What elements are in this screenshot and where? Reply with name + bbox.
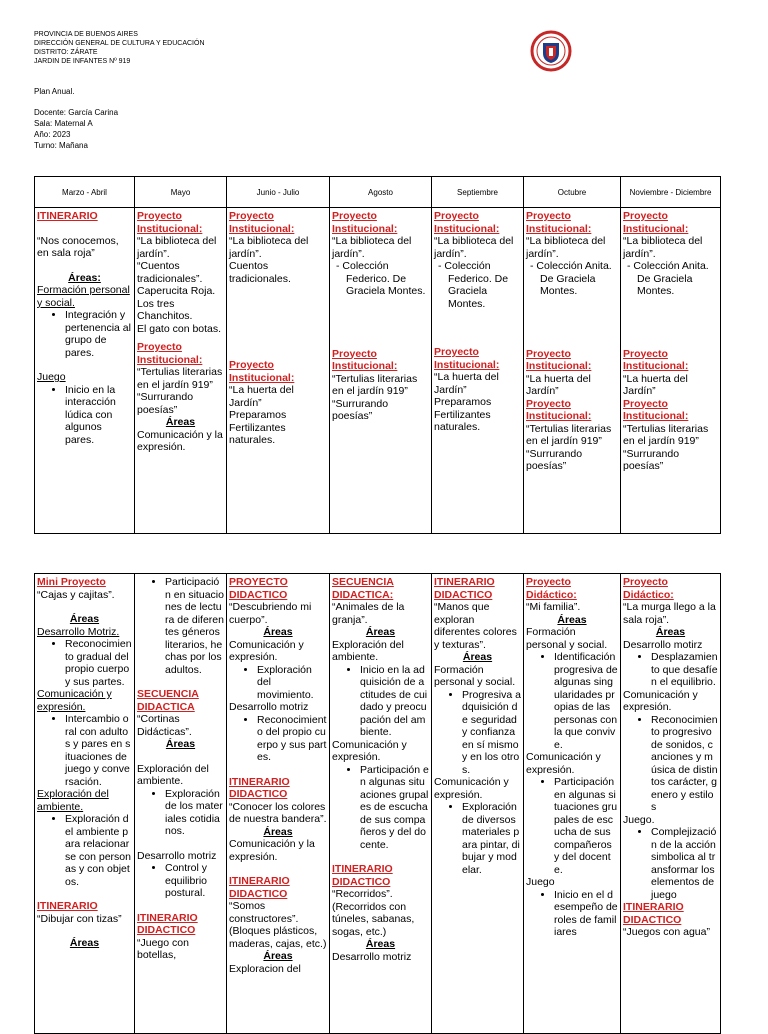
cell-title: SECUENCIA DIDACTICA [137, 688, 199, 713]
cell-title: PROYECTO DIDACTICO [229, 576, 288, 601]
cell-title: Proyecto Institucional: [623, 210, 689, 235]
cell-title: Proyecto Institucional: [229, 210, 295, 235]
list-item: • Progresiva adquisición de seguridad y confianza en sí mismo y en los otros. [462, 689, 521, 777]
cell-text: Caperucita Roja. [137, 285, 216, 297]
area-label: Juego [37, 371, 66, 383]
areas-label: Áreas: [68, 271, 101, 284]
cell-text: “La huerta del Jardín” [229, 384, 294, 409]
cell-noviembre-diciembre [621, 208, 721, 534]
cell-text: “La huerta del Jardín” [526, 372, 591, 397]
cell-text: “Cortinas Didácticas”. [137, 713, 192, 738]
areas-label: Áreas [69, 613, 100, 625]
cell-title: ITINERARIO DIDACTICO [434, 576, 495, 601]
cell-title: Proyecto Institucional: [332, 347, 398, 372]
area-label: Comunicación y expresión. [526, 751, 601, 776]
area-label: Desarrollo motriz [229, 701, 309, 713]
cell-title: Proyecto Institucional: [623, 347, 689, 372]
header-octubre: Octubre [524, 177, 621, 208]
cell-title: Proyecto Institucional: [526, 397, 592, 422]
cell-text: “La biblioteca del jardín”. [137, 235, 217, 260]
area-label: Exploración del ambiente. [332, 638, 404, 663]
area-label: Comunicación y expresión. [229, 638, 304, 663]
list-item: • Integración y pertenencia al grupo de pares. [65, 309, 132, 359]
header-junio-julio: Junio - Julio [227, 177, 330, 208]
areas-label: Áreas [462, 651, 493, 663]
cell-title: Proyecto Institucional: [434, 210, 500, 235]
cell-text: “Somos constructores”. (Bloques plásticos, maderas, cajas, etc.) [229, 900, 327, 950]
areas-label: Áreas [365, 938, 396, 950]
cell-text: “Tertulias literarias en el jardín 919” [137, 366, 223, 391]
list-item: • Inicio en la interacción lúdica con algunos pares. [65, 384, 132, 447]
cell-text: “Animales de la granja”. [332, 601, 405, 626]
cell-marzo-abril [35, 208, 135, 534]
cell-title: ITINERARIO DIDACTICO [137, 911, 198, 936]
cell-text: “Cuentos tradicionales”. [137, 260, 203, 285]
cell-title: Proyecto Institucional: [434, 346, 500, 371]
areas-label: Áreas [165, 416, 196, 428]
list-item: • Exploración del ambiente para relacionarse con personas y con objetos. [65, 813, 132, 888]
cell-text: “Dibujar con tizas” [37, 912, 122, 925]
cell-text: “Nos conocemos, en sala roja” [37, 234, 119, 259]
cell-text: “La biblioteca del jardín”. [623, 235, 703, 260]
list-item: • Inicio en el desempeño de roles de familiares [554, 889, 618, 939]
header-district: DISTRITO: ZÁRATE [34, 49, 98, 56]
cell-text: “Manos que exploran diferentes colores y texturas”. [434, 601, 517, 651]
cell-title: ITINERARIO DIDACTICO [229, 875, 290, 900]
cell-agosto [330, 208, 432, 534]
cell-text: Los tres Chanchitos. [137, 297, 193, 322]
list-item: - Colección Federico. De Graciela Montes. [448, 260, 521, 310]
list-item: • Reconocimiento del propio cuerpo y sus partes. [257, 714, 327, 764]
cell-text: “La biblioteca del jardín”. [434, 235, 514, 260]
header-noviembre-diciembre: Noviembre - Diciembre [621, 177, 721, 208]
list-item: • Desplazamiento que desafíen el equilibrio. [651, 651, 718, 689]
cell-text: “Recorridos”. (Recorridos con túneles, sabanas, sogas, etc.) [332, 888, 415, 938]
cell-title: ITINERARIO [37, 210, 98, 222]
cell-col2 [135, 574, 227, 1034]
cell-text: El gato con botas. [137, 322, 222, 335]
cell-text: Cuentos tradicionales. [229, 260, 291, 285]
shift: Turno: Mañana [34, 141, 88, 150]
cell-junio-julio [227, 208, 330, 534]
header-direction: DIRECCIÓN GENERAL DE CULTURA Y EDUCACIÓN [34, 40, 205, 47]
cell-text: “La biblioteca del jardín”. [332, 235, 412, 260]
list-item: • Inicio en la adquisición de actitudes de cuidado y preocupación del ambiente. [360, 664, 429, 739]
cell-title: ITINERARIO DIDACTICO [229, 775, 290, 800]
cell-text: “Surrurando poesías” [526, 447, 583, 472]
cell-col3 [227, 574, 330, 1034]
cell-text: Preparamos Fertilizantes naturales. [434, 396, 492, 433]
cell-title: Proyecto Didáctico: [526, 576, 577, 601]
cell-col4 [330, 574, 432, 1034]
cell-title: Proyecto Institucional: [332, 210, 398, 235]
list-item: • Exploración de diversos materiales para pintar, dibujar y modelar. [462, 801, 521, 876]
cell-text: Comunicación y la expresión. [137, 428, 223, 453]
cell-septiembre [432, 208, 524, 534]
school-logo [530, 30, 572, 72]
areas-label: Áreas [365, 626, 396, 638]
areas-label: Áreas [263, 825, 293, 838]
cell-title: ITINERARIO [37, 900, 98, 912]
cell-text: “Surrurando poesías” [137, 391, 194, 416]
header-mayo: Mayo [135, 177, 227, 208]
cell-text: “Descubriendo mi cuerpo”. [229, 601, 312, 626]
area-label: Exploración del ambiente. [37, 788, 109, 813]
cell-text: “Surrurando poesías” [332, 397, 389, 422]
list-item: • Reconocimiento progresivo de sonidos, canciones y música de distintos carácter, genero y estilos [651, 714, 718, 814]
cell-text: “Conocer los colores de nuestra bandera”. [229, 800, 327, 825]
cell-text: “Tertulias literarias en el jardín 919” [623, 422, 709, 447]
cell-col6 [524, 574, 621, 1034]
list-item: • Reconocimiento gradual del propio cuerpo y sus partes. [65, 638, 132, 688]
room: Sala: Maternal A [34, 119, 93, 128]
cell-col5 [432, 574, 524, 1034]
area-label: Juego. [623, 813, 655, 826]
cell-text: “Juego con botellas, [137, 936, 189, 961]
cell-col1 [35, 574, 135, 1034]
area-label: Desarrollo motriz [332, 950, 412, 963]
cell-text: “Tertulias literarias en el jardín 919” [526, 422, 612, 447]
cell-title: Mini Proyecto [37, 576, 106, 588]
area-label: Exploración del ambiente. [137, 762, 209, 787]
area-label: Formación personal y social. [37, 284, 130, 309]
cell-text: “Tertulias literarias en el jardín 919” [332, 372, 418, 397]
header-marzo-abril: Marzo - Abril [35, 177, 135, 208]
teacher: Docente: García Carina [34, 108, 119, 117]
areas-label: Áreas [165, 738, 196, 750]
list-item: • Intercambio oral con adultos y pares en situaciones de juego y conversación. [65, 713, 132, 788]
header-province: PROVINCIA DE BUENOS AIRES [34, 31, 138, 38]
cell-title: ITINERARIO DIDACTICO [623, 901, 684, 926]
cell-text: “Cajas y cajitas”. [37, 588, 115, 601]
year: Año: 2023 [34, 130, 71, 139]
area-label: Comunicación y la expresión. [229, 838, 315, 863]
area-label: Juego [526, 876, 555, 888]
plan-metadata [34, 86, 118, 151]
header-school: JARDIN DE INFANTES Nº 919 [34, 58, 131, 65]
list-item: - Colección Anita. De Graciela Montes. [637, 260, 718, 298]
cell-title: SECUENCIA DIDACTICA: [332, 576, 394, 601]
areas-label: Áreas [263, 950, 293, 962]
cell-title: Proyecto Institucional: [526, 347, 592, 372]
cell-title: Proyecto Institucional: [137, 210, 203, 235]
cell-title: Proyecto Institucional: [526, 210, 592, 235]
list-item: • Identificación progresiva de algunas singularidades propias de las personas con la que convive. [554, 651, 618, 751]
cell-text: “La biblioteca del jardín”. [229, 235, 309, 260]
cell-text: “La huerta del Jardín” [623, 372, 688, 397]
cell-title: Proyecto Institucional: [623, 397, 689, 422]
cell-octubre [524, 208, 621, 534]
cell-text: “Mi familia”. [526, 601, 581, 613]
cell-title: Proyecto Institucional: [229, 359, 295, 384]
cell-text: “Juegos con agua” [623, 926, 710, 938]
area-label: Desarrollo motirz [623, 638, 703, 651]
areas-label: Áreas [263, 626, 293, 638]
plan-table-second-half [34, 573, 721, 1034]
cell-text: Preparamos Fertilizantes naturales. [229, 409, 287, 446]
plan-title: Plan Anual. [34, 87, 75, 96]
list-item: - Colección Anita. De Graciela Montes. [540, 260, 618, 298]
cell-text: “La murga llego a la sala roja”. [623, 601, 716, 626]
area-label: Comunicación y expresión. [623, 688, 698, 713]
area-label: Desarrollo motriz [137, 849, 217, 862]
cell-mayo [135, 208, 227, 534]
areas-label: Áreas [69, 937, 100, 949]
area-label: Formación personal y social. [526, 626, 608, 651]
list-item: • Participación en situaciones de lectura de diferentes géneros literarios, hechas por los adultos. [165, 576, 224, 676]
area-label: Comunicación y expresión. [332, 738, 407, 763]
area-label: Comunicación y expresión. [434, 776, 509, 801]
areas-label: Áreas [655, 626, 686, 638]
area-label: Formación personal y social. [434, 663, 516, 688]
area-label: Desarrollo Motriz. [37, 625, 120, 638]
institution-header [34, 30, 205, 66]
header-septiembre: Septiembre [432, 177, 524, 208]
areas-label: Áreas [557, 613, 587, 626]
list-item: • Exploración del movimiento. [257, 664, 327, 702]
area-label: Exploracion del [229, 962, 301, 975]
list-item: • Participación en algunas situaciones grupales de escucha de sus compañeros y del docente. [554, 776, 618, 876]
cell-title: Proyecto Didáctico: [623, 576, 674, 601]
header-agosto: Agosto [330, 177, 432, 208]
list-item: • Exploración de los materiales cotidianos. [165, 788, 224, 838]
area-label: Comunicación y expresión. [37, 688, 112, 713]
list-item: - Colección Federico. De Graciela Montes. [346, 260, 429, 298]
list-item: • Control y equilibrio postural. [165, 862, 224, 900]
list-item: • Complejización de la acción simbolica al transformar los elementos de juego [651, 826, 718, 901]
cell-col7 [621, 574, 721, 1034]
cell-text: “La huerta del Jardín” [434, 371, 499, 396]
cell-title: ITINERARIO DIDACTICO [332, 863, 393, 888]
plan-table-first-half [34, 176, 721, 534]
cell-text: “La biblioteca del jardín”. [526, 235, 606, 260]
list-item: • Participación en algunas situaciones grupales de escucha de sus compañeros y del docente. [360, 764, 429, 852]
cell-title: Proyecto Institucional: [137, 341, 203, 366]
cell-text: “Surrurando poesías” [623, 447, 680, 472]
